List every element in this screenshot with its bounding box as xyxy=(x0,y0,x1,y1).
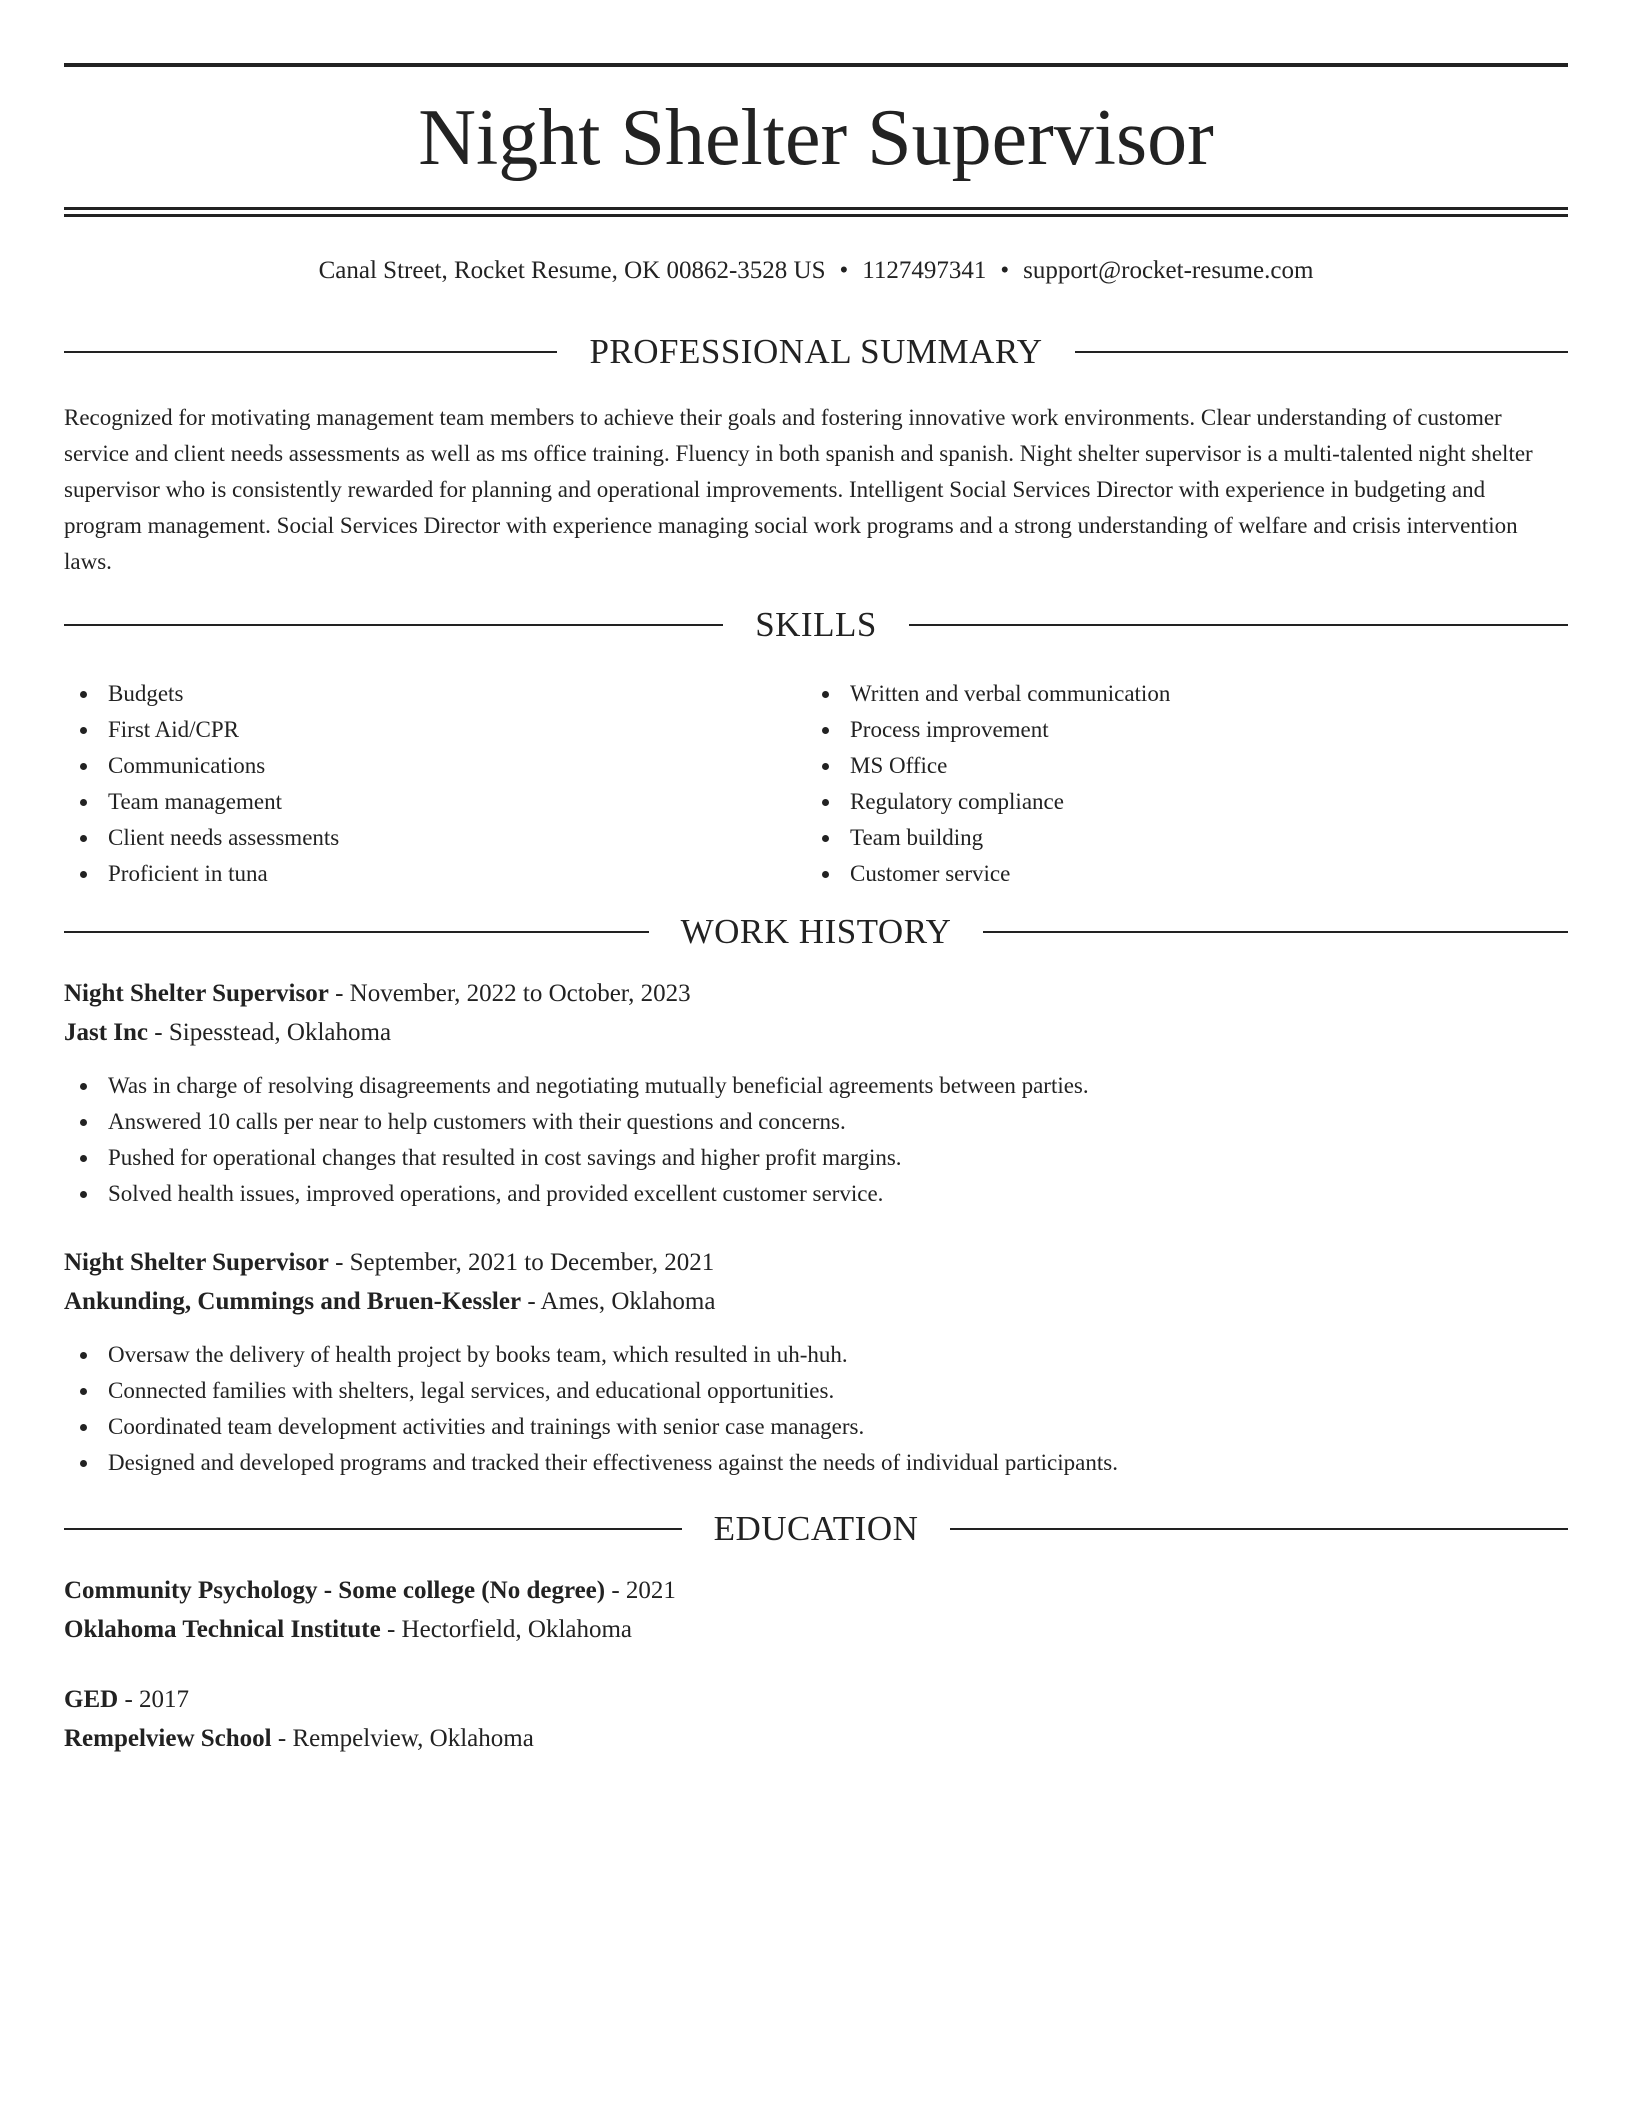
contact-phone: 1127497341 xyxy=(862,257,987,284)
skill-item: Budgets xyxy=(64,676,806,712)
skill-item: Team management xyxy=(64,784,806,820)
job-company-line xyxy=(64,1014,1568,1052)
job-duty-item: Designed and developed programs and tracked their effectiveness against the needs of individual participants. xyxy=(64,1445,1568,1481)
education-section-heading xyxy=(64,1507,1568,1551)
skills-column-left xyxy=(64,676,806,892)
job-duty-item: Oversaw the delivery of health project by books team, which resulted in uh-huh. xyxy=(64,1337,1568,1373)
skill-item: MS Office xyxy=(806,748,1548,784)
job-duty-item: Pushed for operational changes that resulted in cost savings and higher profit margins. xyxy=(64,1140,1568,1176)
education-school: Oklahoma Technical Institute xyxy=(64,1616,381,1643)
heading-rule-left xyxy=(64,931,649,933)
education-degree-line xyxy=(64,1681,1568,1719)
education-year: - 2017 xyxy=(118,1686,190,1713)
education-section-title: EDUCATION xyxy=(713,1509,919,1548)
work-section-title: WORK HISTORY xyxy=(680,912,952,951)
skill-item: First Aid/CPR xyxy=(64,712,806,748)
job-company-line xyxy=(64,1283,1568,1321)
job-title-line xyxy=(64,975,1568,1013)
header-top-rule xyxy=(64,63,1568,67)
skill-item: Team building xyxy=(806,820,1548,856)
contact-address: Canal Street, Rocket Resume, OK 00862-3528 US xyxy=(318,257,826,284)
skill-item: Regulatory compliance xyxy=(806,784,1548,820)
contact-line xyxy=(64,254,1568,288)
skills-section-heading xyxy=(64,603,1568,647)
job-duty-item: Coordinated team development activities and trainings with senior case managers. xyxy=(64,1409,1568,1445)
heading-rule-left xyxy=(64,624,723,626)
contact-separator: • xyxy=(1000,257,1010,284)
education-degree: GED xyxy=(64,1686,119,1713)
contact-email: support@rocket-resume.com xyxy=(1023,257,1314,284)
job-dates: - September, 2021 to December, 2021 xyxy=(328,1249,715,1276)
education-location: - Rempelview, Oklahoma xyxy=(271,1725,534,1752)
education-degree: Community Psychology - Some college (No degree) xyxy=(64,1577,606,1604)
job-duties-list xyxy=(64,1337,1568,1481)
job-dates: - November, 2022 to October, 2023 xyxy=(328,980,691,1007)
education-location: - Hectorfield, Oklahoma xyxy=(380,1616,633,1643)
skill-item: Customer service xyxy=(806,856,1548,892)
skills-list xyxy=(64,676,1568,892)
education-degree-line xyxy=(64,1572,1568,1610)
work-section-heading xyxy=(64,910,1568,954)
skill-item: Client needs assessments xyxy=(64,820,806,856)
job-duties-list xyxy=(64,1068,1568,1212)
heading-rule-right xyxy=(950,1528,1568,1530)
skills-section-title: SKILLS xyxy=(755,605,877,644)
candidate-name: Night Shelter Supervisor xyxy=(418,94,1214,182)
job-duty-item: Solved health issues, improved operations, and provided excellent customer service. xyxy=(64,1176,1568,1212)
heading-rule-right xyxy=(909,624,1568,626)
heading-rule-right xyxy=(983,931,1568,933)
job-duty-item: Was in charge of resolving disagreements and negotiating mutually beneficial agreements between parties. xyxy=(64,1068,1568,1104)
job-title: Night Shelter Supervisor xyxy=(64,980,329,1007)
education-school-line xyxy=(64,1720,1568,1758)
job-location: - Ames, Oklahoma xyxy=(521,1288,716,1315)
education-year: - 2021 xyxy=(605,1577,676,1604)
education-school: Rempelview School xyxy=(64,1725,272,1752)
job-duty-item: Connected families with shelters, legal services, and educational opportunities. xyxy=(64,1373,1568,1409)
professional-summary: Recognized for motivating management team members to achieve their goals and fostering innovative work environments. Clear understanding of customer service and client needs assessments as well as ms office training. Fluency in both spanish and spanish. Night shelter supervisor is a multi-talented night shelter supervisor who is consistently rewarded for planning and operational improvements. Intelligent Social Services Director with experience in budgeting and program management. Social Services Director with experience managing social work programs and a strong understanding of welfare and crisis intervention laws. xyxy=(64,405,1533,574)
skill-item: Communications xyxy=(64,748,806,784)
job-location: - Sipesstead, Oklahoma xyxy=(148,1019,392,1046)
education-school-line xyxy=(64,1611,1568,1649)
job-duty-item: Answered 10 calls per near to help customers with their questions and concerns. xyxy=(64,1104,1568,1140)
heading-rule-left xyxy=(64,351,557,353)
summary-section-heading xyxy=(64,330,1568,374)
summary-section-title: PROFESSIONAL SUMMARY xyxy=(589,332,1043,371)
contact-separator: • xyxy=(839,257,849,284)
job-company: Jast Inc xyxy=(64,1019,149,1046)
job-company: Ankunding, Cummings and Bruen-Kessler xyxy=(64,1288,522,1315)
heading-rule-right xyxy=(1075,351,1568,353)
skills-column-right xyxy=(806,676,1548,892)
job-title: Night Shelter Supervisor xyxy=(64,1249,329,1276)
heading-rule-left xyxy=(64,1528,682,1530)
skill-item: Process improvement xyxy=(806,712,1548,748)
job-title-line xyxy=(64,1244,1568,1282)
skill-item: Written and verbal communication xyxy=(806,676,1548,712)
header-double-rule xyxy=(64,207,1568,217)
skill-item: Proficient in tuna xyxy=(64,856,806,892)
